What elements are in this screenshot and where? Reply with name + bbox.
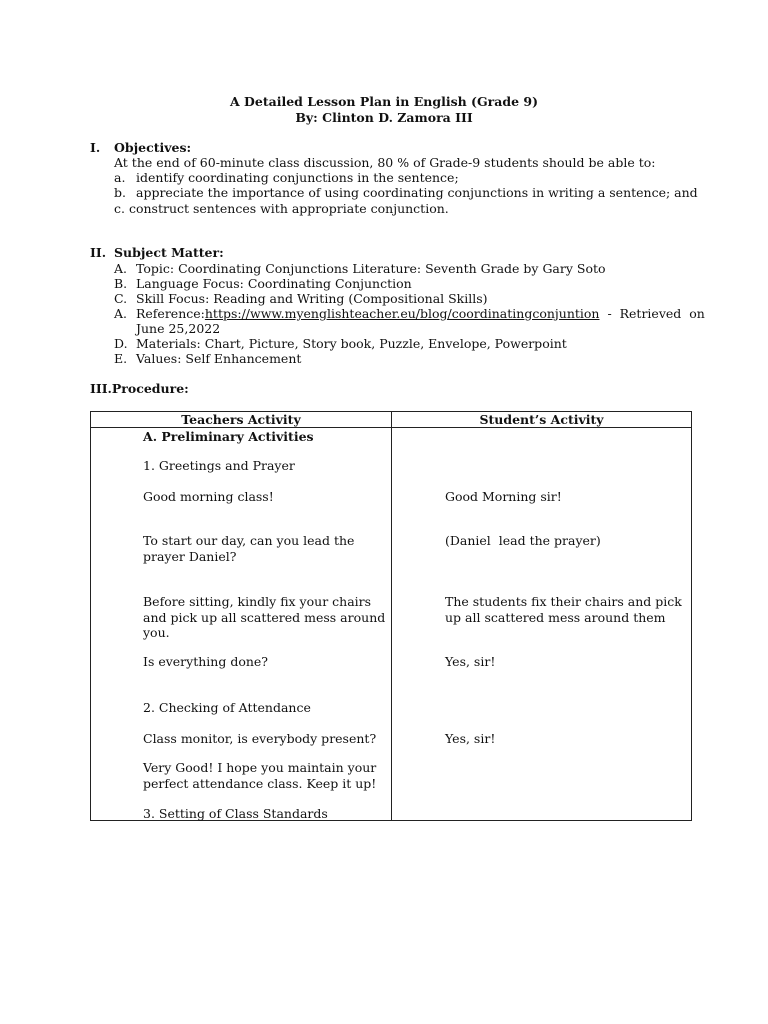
reference-link[interactable]: https://www.myenglishteacher.eu/blog/coordinatingconjuntion	[204, 306, 600, 321]
subject-marker: C.	[114, 291, 128, 306]
objective-marker: b.	[114, 185, 126, 200]
subject-matter-number: II.	[90, 245, 107, 260]
objective-item	[114, 170, 459, 185]
subject-marker: A.	[114, 306, 128, 321]
student-line: The students fix their chairs and pick	[445, 594, 682, 609]
document-title: A Detailed Lesson Plan in English (Grade 9)	[230, 94, 538, 109]
subject-item	[114, 276, 412, 291]
subject-item	[114, 261, 606, 276]
objective-text: c. construct sentences with appropriate conjunction.	[114, 201, 449, 216]
class-standards-heading: 3. Setting of Class Standards	[143, 806, 328, 821]
column-divider	[391, 412, 392, 820]
teachers-activity-header: Teachers Activity	[181, 412, 301, 427]
reference-retrieved: - Retrieved on	[599, 306, 705, 321]
student-line: Good Morning sir!	[445, 489, 562, 504]
teacher-line: Very Good! I hope you maintain your	[143, 760, 377, 775]
subject-matter-heading	[90, 245, 224, 260]
subject-item	[114, 291, 488, 306]
attendance-heading: 2. Checking of Attendance	[143, 700, 311, 715]
objectives-heading	[90, 140, 191, 155]
objective-marker: a.	[114, 170, 126, 185]
subject-text: Topic: Coordinating Conjunctions Literature: Seventh Grade by Gary Soto	[136, 261, 606, 276]
teacher-line: Is everything done?	[143, 654, 268, 669]
teacher-line: Class monitor, is everybody present?	[143, 731, 377, 746]
subject-text: Language Focus: Coordinating Conjunction	[136, 276, 412, 291]
student-line: (Daniel lead the prayer)	[445, 533, 601, 548]
preliminary-activities-heading: A. Preliminary Activities	[143, 429, 314, 444]
procedure-heading: III.Procedure:	[90, 381, 189, 396]
objective-text: appreciate the importance of using coordinating conjunctions in writing a sentence; and	[136, 185, 698, 200]
teacher-line: Before sitting, kindly fix your chairs	[143, 594, 372, 609]
subject-text: Values: Self Enhancement	[136, 351, 302, 366]
document-author: By: Clinton D. Zamora III	[295, 110, 473, 125]
subject-item	[114, 336, 567, 351]
subject-text: Skill Focus: Reading and Writing (Compositional Skills)	[136, 291, 488, 306]
subject-marker: B.	[114, 276, 128, 291]
objective-text: identify coordinating conjunctions in the sentence;	[136, 170, 459, 185]
student-line: Yes, sir!	[445, 654, 496, 669]
subject-marker: A.	[114, 261, 128, 276]
subject-marker: D.	[114, 336, 128, 351]
objectives-intro: At the end of 60-minute class discussion, 80 % of Grade-9 students should be able to:	[114, 155, 656, 170]
objective-item	[114, 185, 698, 200]
student-line: up all scattered mess around them	[445, 610, 666, 625]
procedure-table	[90, 411, 692, 821]
teacher-line: Good morning class!	[143, 489, 274, 504]
objectives-title: Objectives:	[114, 140, 192, 155]
subject-item	[114, 351, 301, 366]
reference-date: June 25,2022	[136, 321, 221, 336]
reference-label: Reference:	[136, 306, 205, 321]
greetings-heading: 1. Greetings and Prayer	[143, 458, 295, 473]
teacher-line: prayer Daniel?	[143, 549, 237, 564]
objectives-number: I.	[90, 140, 101, 155]
students-activity-header: Student’s Activity	[479, 412, 604, 427]
teacher-line: To start our day, can you lead the	[143, 533, 355, 548]
objective-item	[114, 201, 449, 216]
student-line: Yes, sir!	[445, 731, 496, 746]
teacher-line: perfect attendance class. Keep it up!	[143, 776, 377, 791]
subject-marker: E.	[114, 351, 128, 366]
teacher-line: you.	[143, 625, 170, 640]
teacher-line: and pick up all scattered mess around	[143, 610, 386, 625]
subject-item-reference	[114, 306, 705, 321]
subject-matter-title: Subject Matter:	[114, 245, 224, 260]
subject-text: Materials: Chart, Picture, Story book, Puzzle, Envelope, Powerpoint	[136, 336, 567, 351]
